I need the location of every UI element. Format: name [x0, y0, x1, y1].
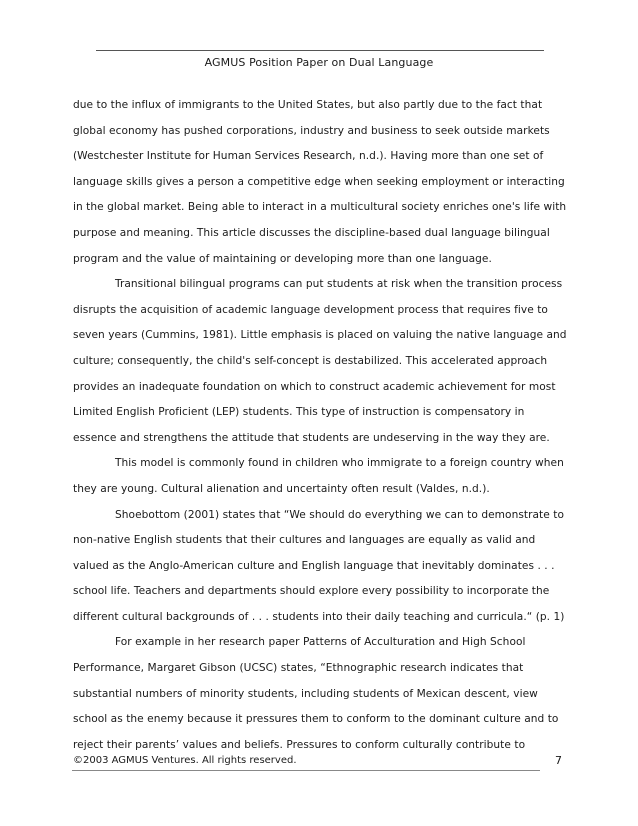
body-line: disrupts the acquisition of academic language development process that requires five to [73, 303, 548, 316]
body-line: essence and strengthens the attitude that students are undeserving in the way they are. [73, 431, 550, 444]
body-line: Limited English Proficient (LEP) students. This type of instruction is compensatory in [73, 406, 525, 419]
body-line: valued as the Anglo-American culture and English language that inevitably dominates . . . [73, 559, 555, 572]
header-rule [96, 50, 544, 51]
paragraph-first-line: Shoebottom (2001) states that “We should do everything we can to demonstrate to [115, 508, 564, 521]
body-line: substantial numbers of minority students, including students of Mexican descent, view [73, 687, 538, 700]
body-line: purpose and meaning. This article discusses the discipline-based dual language bilingual [73, 226, 550, 239]
body-line: due to the influx of immigrants to the United States, but also partly due to the fact that [73, 99, 543, 111]
page-number: 7 [555, 754, 562, 767]
paragraph-first-line: Transitional bilingual programs can put students at risk when the transition process [115, 278, 563, 291]
body-line: they are young. Cultural alienation and uncertainty often result (Valdes, n.d.). [73, 482, 490, 495]
footer-rule [72, 770, 540, 771]
footer-copyright: ©2003 AGMUS Ventures. All rights reserved. [73, 755, 297, 766]
body-line: non-native English students that their cultures and languages are equally as valid and [73, 534, 536, 547]
body-line: global economy has pushed corporations, industry and business to seek outside markets [73, 124, 550, 137]
body-line: provides an inadequate foundation on which to construct academic achievement for most [73, 380, 556, 393]
body-line: culture; consequently, the child's self-concept is destabilized. This accelerated approach [73, 354, 548, 367]
paragraph-first-line: This model is commonly found in children who immigrate to a foreign country when [115, 457, 564, 470]
paragraph-first-line: For example in her research paper Patterns of Acculturation and High School [115, 636, 526, 649]
body-line: Performance, Margaret Gibson (UCSC) states, “Ethnographic research indicates that [73, 662, 524, 675]
body-line: language skills gives a person a competitive edge when seeking employment or interacting [73, 175, 565, 188]
body-line: school as the enemy because it pressures them to conform to the dominant culture and to [73, 713, 559, 726]
body-line: program and the value of maintaining or developing more than one language. [73, 252, 492, 265]
body-line: school life. Teachers and departments should explore every possibility to incorporate the [73, 585, 550, 598]
body-line: seven years (Cummins, 1981). Little emphasis is placed on valuing the native language and [73, 329, 567, 342]
body-line: in the global market. Being able to interact in a multicultural society enriches one's life with [73, 201, 567, 214]
body-line: (Westchester Institute for Human Services Research, n.d.). Having more than one set of [73, 150, 544, 163]
running-header-title: AGMUS Position Paper on Dual Language [204, 56, 434, 69]
body-text [73, 93, 573, 758]
body-line: reject their parents’ values and beliefs. Pressures to conform culturally contribute to [73, 738, 526, 751]
body-line: different cultural backgrounds of . . . students into their daily teaching and curricula.“ (p. 1) [73, 610, 565, 623]
